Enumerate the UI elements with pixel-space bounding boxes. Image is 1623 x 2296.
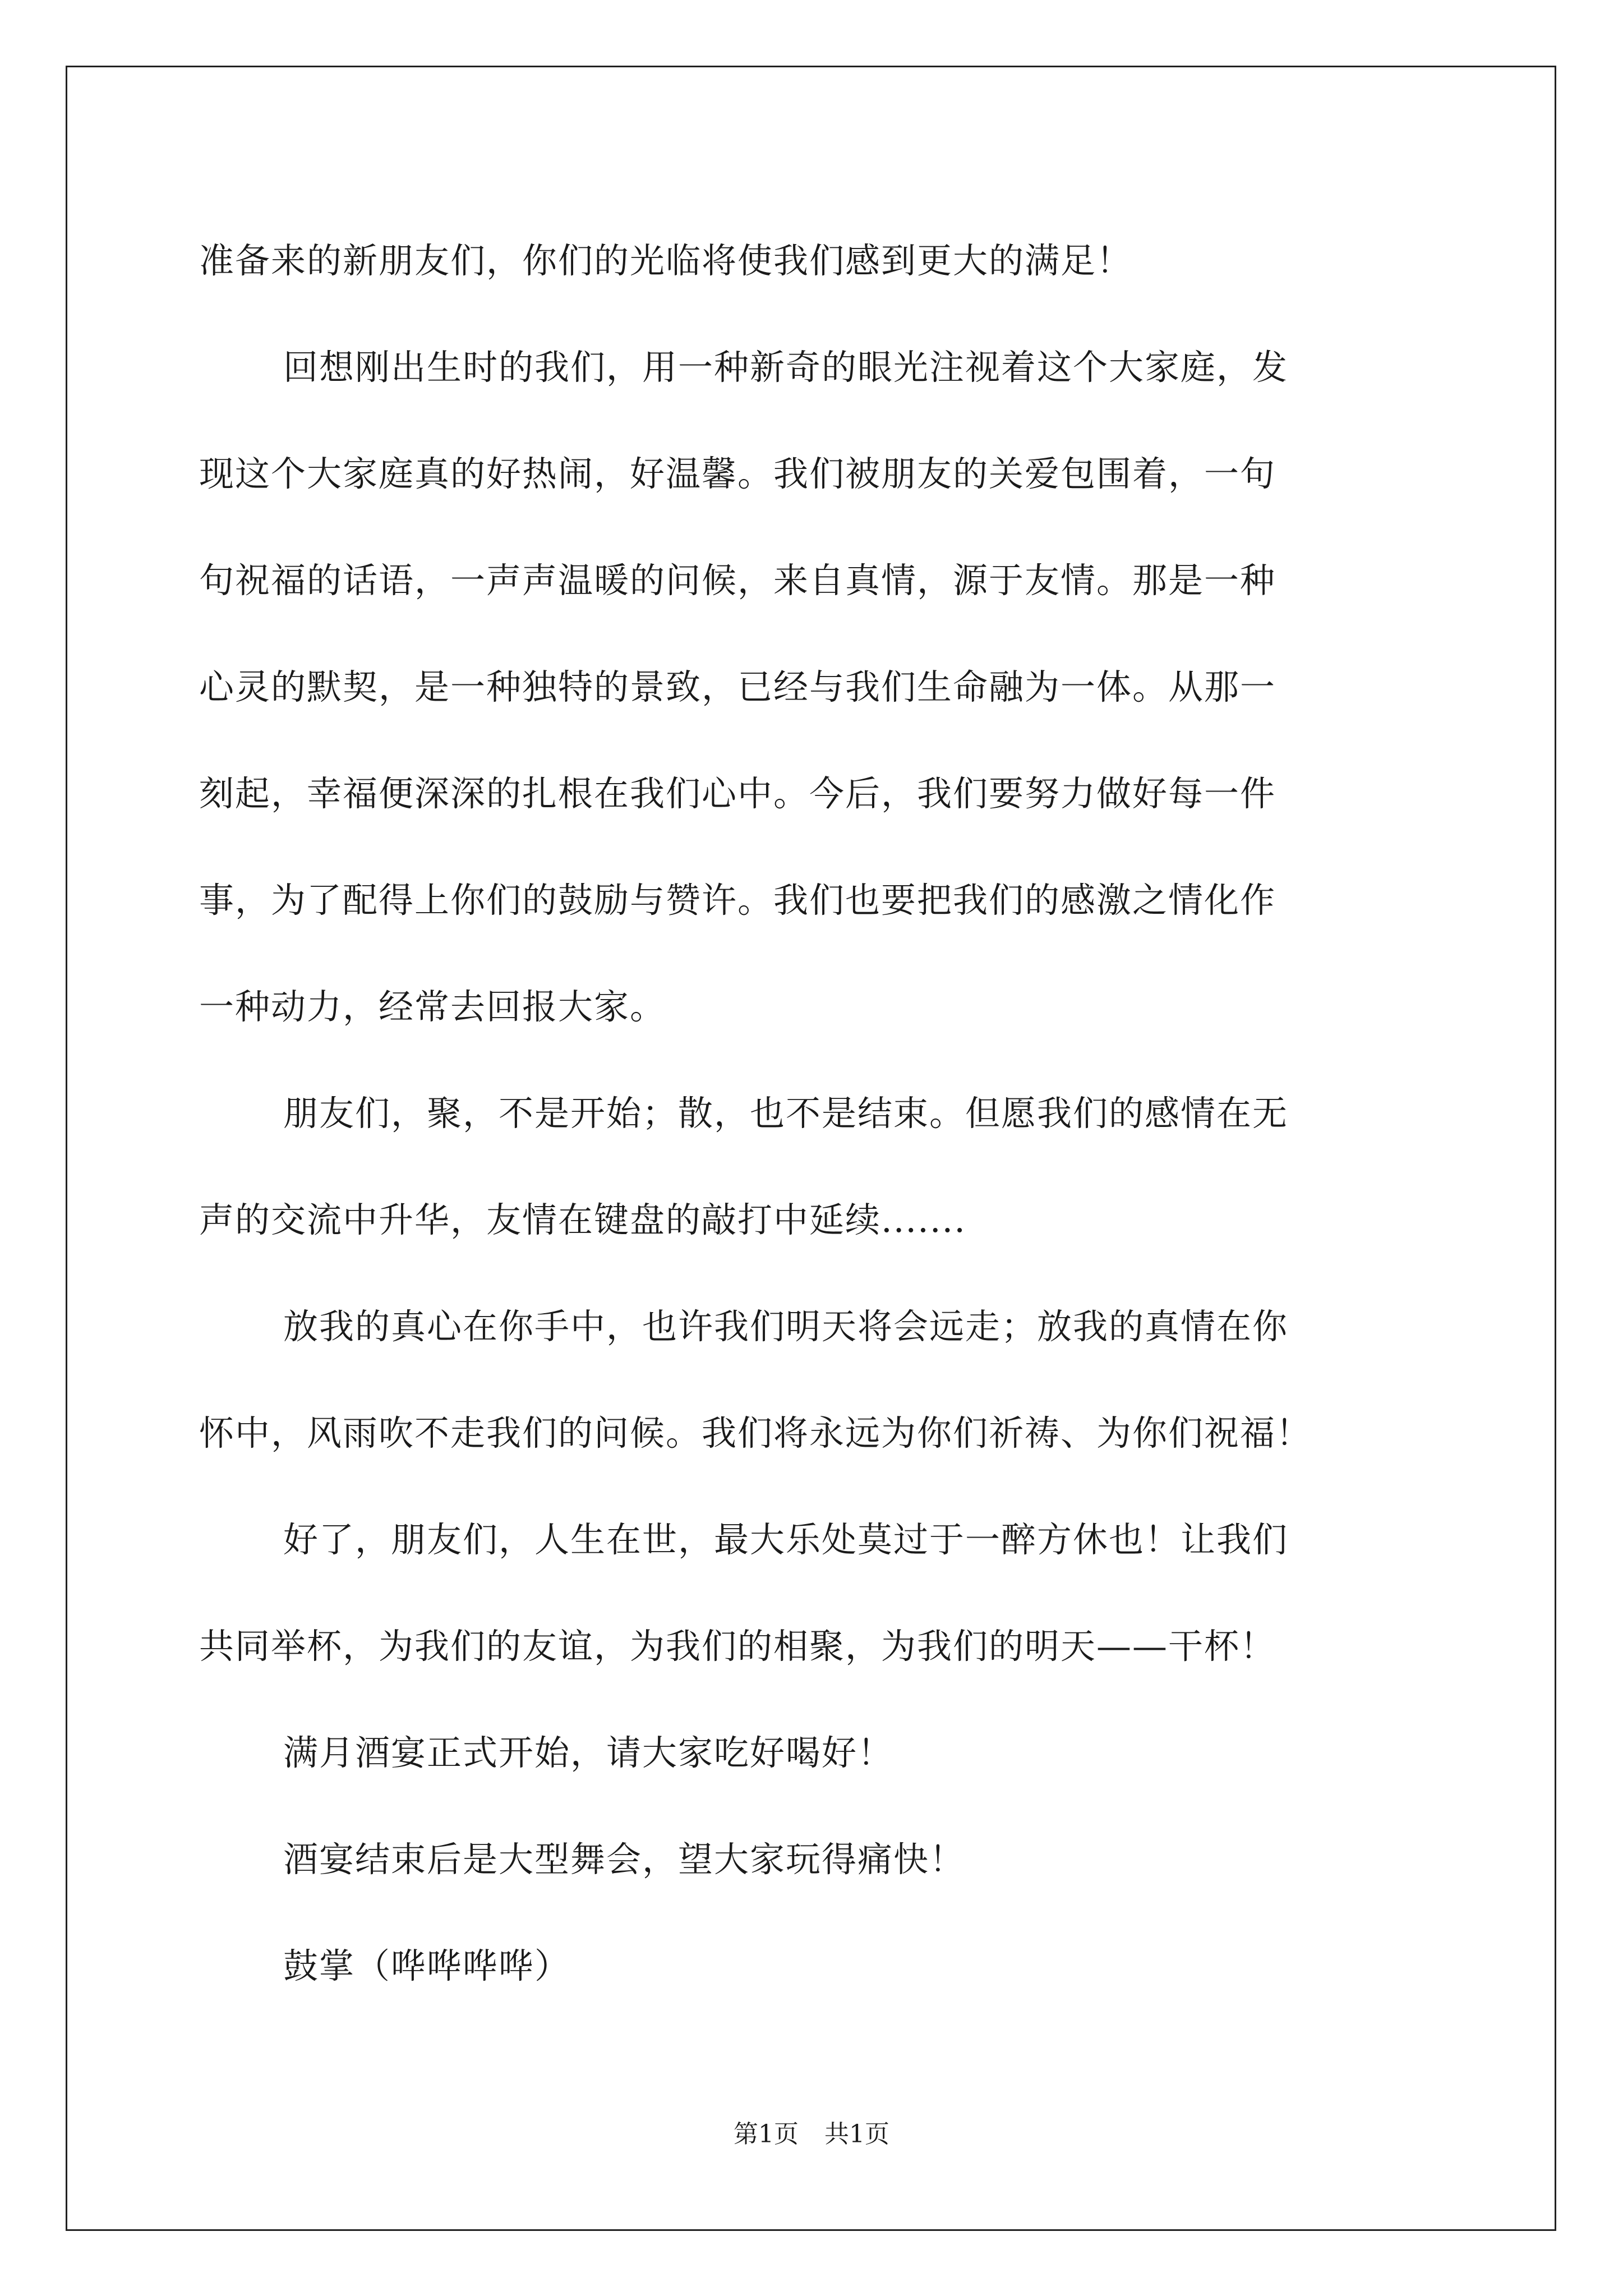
document-body [199,208,1427,2019]
text-line: 放我的真心在你手中，也许我们明天将会远走；放我的真情在你 [283,1306,1289,1347]
page-footer [0,2118,1623,2151]
text-line: 事，为了配得上你们的鼓励与赞许。我们也要把我们的感激之情化作 [199,880,1276,921]
text-line: 鼓掌（哗哗哗哗） [283,1945,571,1986]
text-line: 句祝福的话语，一声声温暖的问候，来自真情，源于友情。那是一种 [199,560,1276,601]
text-line: 好了，朋友们，人生在世，最大乐处莫过于一醉方休也！让我们 [283,1519,1289,1560]
text-line: 朋友们，聚，不是开始；散，也不是结束。但愿我们的感情在无 [283,1093,1289,1134]
text-line: 一种动力，经常去回报大家。 [199,986,666,1027]
text-line: 心灵的默契，是一种独特的景致，已经与我们生命融为一体。从那一 [199,666,1276,707]
text-line: 声的交流中升华，友情在键盘的敲打中延续....... [199,1199,966,1240]
text-line: 现这个大家庭真的好热闹，好温馨。我们被朋友的关爱包围着，一句 [199,453,1276,494]
text-line: 共同举杯，为我们的友谊，为我们的相聚，为我们的明天——干杯！ [199,1626,1276,1667]
text-line: 回想刚出生时的我们，用一种新奇的眼光注视着这个大家庭，发 [283,347,1289,388]
text-line: 满月酒宴正式开始，请大家吃好喝好！ [283,1732,894,1773]
page-number: 第1页 [734,2120,799,2148]
text-line: 刻起，幸福便深深的扎根在我们心中。今后，我们要努力做好每一件 [199,773,1276,814]
page-total: 共1页 [824,2120,889,2148]
text-line: 怀中，风雨吹不走我们的问候。我们将永远为你们祈祷、为你们祝福！ [199,1412,1312,1453]
text-line: 酒宴结束后是大型舞会，望大家玩得痛快！ [283,1839,966,1880]
text-line: 准备来的新朋友们，你们的光临将使我们感到更大的满足！ [199,240,1133,281]
